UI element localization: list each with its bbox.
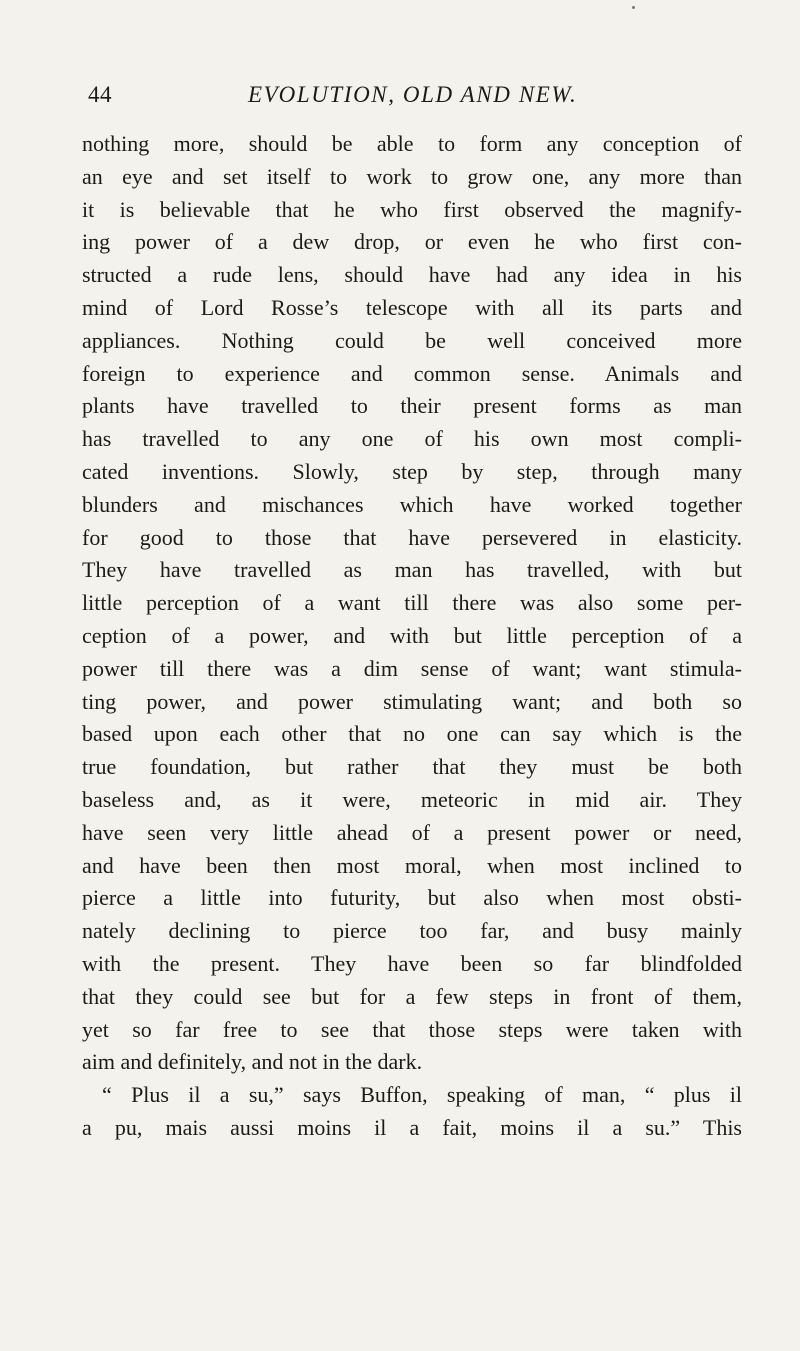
text-line: nately declining to pierce too far, and busy mainly <box>82 918 742 944</box>
running-head <box>88 82 728 112</box>
text-line: and have been then most moral, when most inclined to <box>82 852 742 878</box>
text-line: it is believable that he who first observed the magnify- <box>82 196 742 222</box>
text-line: power till there was a dim sense of want; want stimula- <box>82 655 742 681</box>
text-line: that they could see but for a few steps in front of them, <box>82 983 742 1009</box>
text-line: nothing more, should be able to form any conception of <box>82 131 742 156</box>
text-line: blunders and mischances which have worked together <box>82 491 742 517</box>
paragraph-start-line: “ Plus il a su,” says Buffon, speaking of man, “ plus il <box>102 1082 742 1108</box>
text-line: a pu, mais aussi moins il a fait, moins il a su.” This <box>82 1114 742 1140</box>
text-line: appliances. Nothing could be well conceived more <box>82 327 742 353</box>
text-line: an eye and set itself to work to grow one, any more than <box>82 163 742 189</box>
text-line: mind of Lord Rosse’s telescope with all its parts and <box>82 294 742 320</box>
text-line: pierce a little into futurity, but also when most obsti- <box>82 885 742 911</box>
text-line: true foundation, but rather that they must be both <box>82 754 742 780</box>
text-line: ing power of a dew drop, or even he who first con- <box>82 229 742 255</box>
text-line: ting power, and power stimulating want; and both so <box>82 688 742 714</box>
text-line: based upon each other that no one can say which is the <box>82 721 742 747</box>
print-speck <box>632 6 635 9</box>
page-number: 44 <box>88 82 112 107</box>
paragraph-end-line: aim and definitely, and not in the dark. <box>82 1049 423 1075</box>
text-line: with the present. They have been so far blindfolded <box>82 950 742 976</box>
text-line: has travelled to any one of his own most compli- <box>82 426 742 452</box>
text-line: They have travelled as man has travelled, with but <box>82 557 742 583</box>
text-line: plants have travelled to their present forms as man <box>82 393 742 419</box>
body-text <box>82 128 742 1145</box>
text-line: for good to those that have persevered in elasticity. <box>82 524 742 550</box>
text-line: little perception of a want till there was also some per- <box>82 590 742 616</box>
text-line: yet so far free to see that those steps were taken with <box>82 1016 742 1042</box>
text-line: baseless and, as it were, meteoric in mid air. They <box>82 786 742 812</box>
text-line: foreign to experience and common sense. Animals and <box>82 360 742 386</box>
text-line: structed a rude lens, should have had any idea in his <box>82 262 742 288</box>
running-title: EVOLUTION, OLD AND NEW. <box>248 82 578 107</box>
text-line: cated inventions. Slowly, step by step, through many <box>82 458 742 484</box>
text-line: have seen very little ahead of a present power or need, <box>82 819 742 845</box>
text-line: ception of a power, and with but little perception of a <box>82 622 742 648</box>
